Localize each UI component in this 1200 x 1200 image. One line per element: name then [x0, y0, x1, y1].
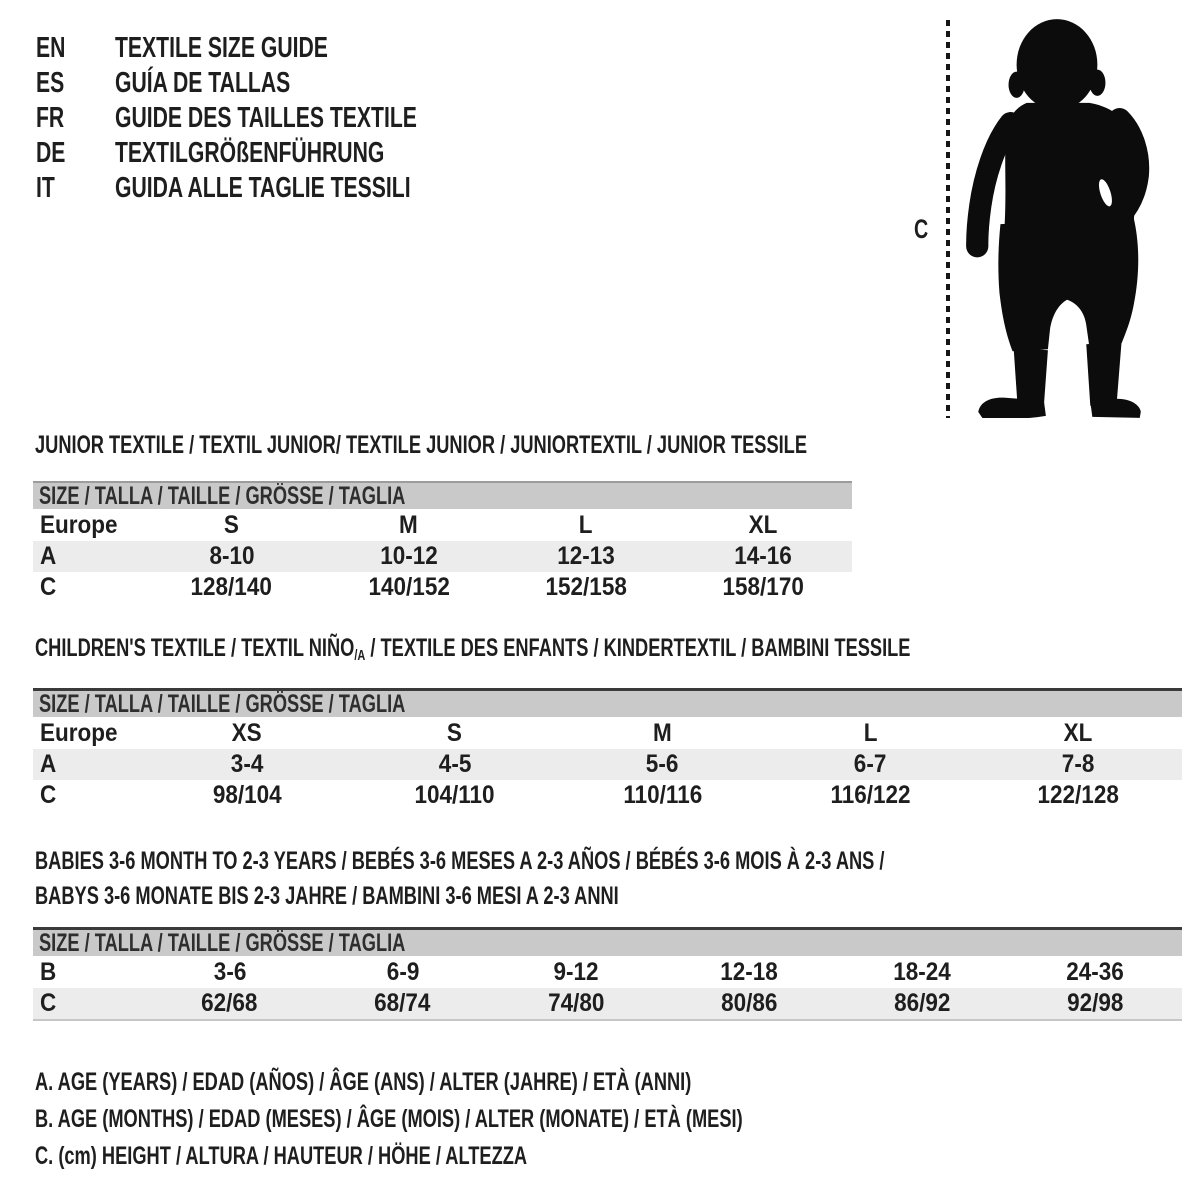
- age-cell: 3-4: [230, 750, 264, 778]
- size-cell: S: [447, 718, 463, 747]
- table-row-age-years: [33, 541, 852, 572]
- height-cell: 128/140: [190, 573, 273, 601]
- language-code: DE: [36, 137, 66, 169]
- guide-title: GUÍA DE TALLAS: [115, 67, 291, 99]
- size-cell: L: [863, 718, 878, 747]
- age-cell: 6-9: [386, 957, 420, 986]
- height-cell: 152/158: [545, 573, 627, 601]
- language-row: [36, 66, 636, 101]
- measure-label-c: C: [914, 214, 929, 244]
- table-row-europe: [33, 509, 852, 541]
- size-header-bar: [33, 481, 852, 509]
- age-cell: 18-24: [893, 957, 952, 986]
- junior-section-title: JUNIOR TEXTILE / TEXTIL JUNIOR/ TEXTILE JUNIOR / JUNIORTEXTIL / JUNIOR TESSILE: [35, 431, 808, 459]
- legend-height-cm: C. (cm) HEIGHT / ALTURA / HAUTEUR / HÖHE / ALTEZZA: [35, 1142, 528, 1170]
- height-cell: 68/74: [374, 989, 431, 1017]
- language-row: [36, 101, 636, 136]
- age-cell: 8-10: [209, 542, 255, 570]
- children-title-subscript: /A: [354, 647, 366, 665]
- junior-size-table: [33, 481, 852, 603]
- row-label: C: [40, 573, 57, 601]
- children-section-title: [35, 636, 910, 668]
- language-code: IT: [36, 172, 55, 204]
- size-cell: XL: [748, 510, 778, 539]
- size-header-label: SIZE / TALLA / TAILLE / GRÖSSE / TAGLIA: [39, 929, 406, 956]
- legend-age-months: B. AGE (MONTHS) / EDAD (MESES) / ÂGE (MOIS) / ALTER (MONATE) / ETÀ (MESI): [35, 1105, 743, 1133]
- guide-title: GUIDA ALLE TAGLIE TESSILI: [115, 172, 411, 204]
- age-cell: 5-6: [646, 750, 679, 778]
- children-size-table: [33, 688, 1182, 811]
- row-label: C: [40, 781, 57, 809]
- size-cell: XL: [1063, 718, 1093, 747]
- size-header-bar: [33, 927, 1182, 956]
- age-cell: 14-16: [734, 542, 793, 570]
- age-cell: 7-8: [1061, 750, 1095, 778]
- children-title-post: / TEXTILE DES ENFANTS / KINDERTEXTIL / BAMBINI TESSILE: [365, 634, 911, 662]
- guide-title: GUIDE DES TAILLES TEXTILE: [115, 102, 417, 134]
- language-code: EN: [36, 32, 66, 64]
- babies-section-title-line1: BABIES 3-6 MONTH TO 2-3 YEARS / BEBÉS 3-6 MESES A 2-3 AÑOS / BÉBÉS 3-6 MOIS À 2-3 ANS /: [35, 847, 885, 875]
- height-cell: 158/170: [722, 573, 805, 601]
- row-label: A: [40, 542, 57, 570]
- language-title-block: [36, 31, 636, 206]
- height-measure-dashed-line: [946, 20, 950, 418]
- size-cell: XS: [231, 718, 262, 747]
- size-cell: M: [399, 510, 419, 539]
- legend-age-years: A. AGE (YEARS) / EDAD (AÑOS) / ÂGE (ANS) / ALTER (JAHRE) / ETÀ (ANNI): [35, 1068, 692, 1096]
- age-cell: 4-5: [438, 750, 471, 778]
- size-cell: M: [653, 718, 672, 747]
- babies-size-table: [33, 927, 1182, 1021]
- size-header-label: SIZE / TALLA / TAILLE / GRÖSSE / TAGLIA: [39, 690, 406, 717]
- toddler-head: [1017, 19, 1098, 110]
- height-cell: 104/110: [414, 781, 495, 809]
- height-cell: 86/92: [894, 989, 951, 1017]
- age-cell: 3-6: [213, 957, 246, 986]
- row-label: Europe: [40, 718, 118, 747]
- size-header-bar: [33, 688, 1182, 717]
- size-cell: L: [579, 510, 594, 539]
- table-row-height-cm: [33, 780, 1182, 811]
- height-cell: 62/68: [201, 989, 258, 1017]
- children-title-pre: CHILDREN'S TEXTILE / TEXTIL NIÑO: [35, 634, 355, 662]
- height-cell: 110/116: [623, 781, 702, 809]
- table-row-age-years: [33, 749, 1182, 780]
- language-code: FR: [36, 102, 65, 134]
- row-label: Europe: [40, 510, 118, 539]
- guide-title: TEXTILGRÖßENFÜHRUNG: [115, 137, 385, 169]
- language-row: [36, 31, 636, 66]
- table-row-height-cm: [33, 572, 852, 603]
- size-header-label: SIZE / TALLA / TAILLE / GRÖSSE / TAGLIA: [39, 482, 406, 509]
- height-cell: 122/128: [1037, 781, 1119, 809]
- language-row: [36, 171, 636, 206]
- table-row-height-cm: [33, 988, 1182, 1019]
- row-label: C: [40, 989, 57, 1017]
- toddler-silhouette: [952, 14, 1164, 418]
- table-row-europe: [33, 717, 1182, 749]
- measurement-legend: [35, 1064, 1004, 1175]
- babies-section-title-line2: BABYS 3-6 MONATE BIS 2-3 JAHRE / BAMBINI 3-6 MESI A 2-3 ANNI: [35, 882, 619, 910]
- guide-title: TEXTILE SIZE GUIDE: [115, 32, 328, 64]
- age-cell: 10-12: [380, 542, 438, 570]
- age-cell: 12-13: [557, 542, 615, 570]
- language-code: ES: [36, 67, 65, 99]
- height-cell: 116/122: [830, 781, 911, 809]
- height-cell: 92/98: [1067, 989, 1124, 1017]
- age-cell: 12-18: [720, 957, 778, 986]
- age-cell: 6-7: [854, 750, 887, 778]
- row-label: B: [40, 957, 57, 986]
- size-cell: S: [224, 510, 240, 539]
- height-cell: 98/104: [212, 781, 282, 809]
- language-row: [36, 136, 636, 171]
- age-cell: 9-12: [553, 957, 599, 986]
- height-cell: 140/152: [368, 573, 450, 601]
- table-row-age-months: [33, 956, 1182, 988]
- height-cell: 74/80: [547, 989, 605, 1017]
- height-cell: 80/86: [720, 989, 778, 1017]
- age-cell: 24-36: [1066, 957, 1125, 986]
- row-label: A: [40, 750, 57, 778]
